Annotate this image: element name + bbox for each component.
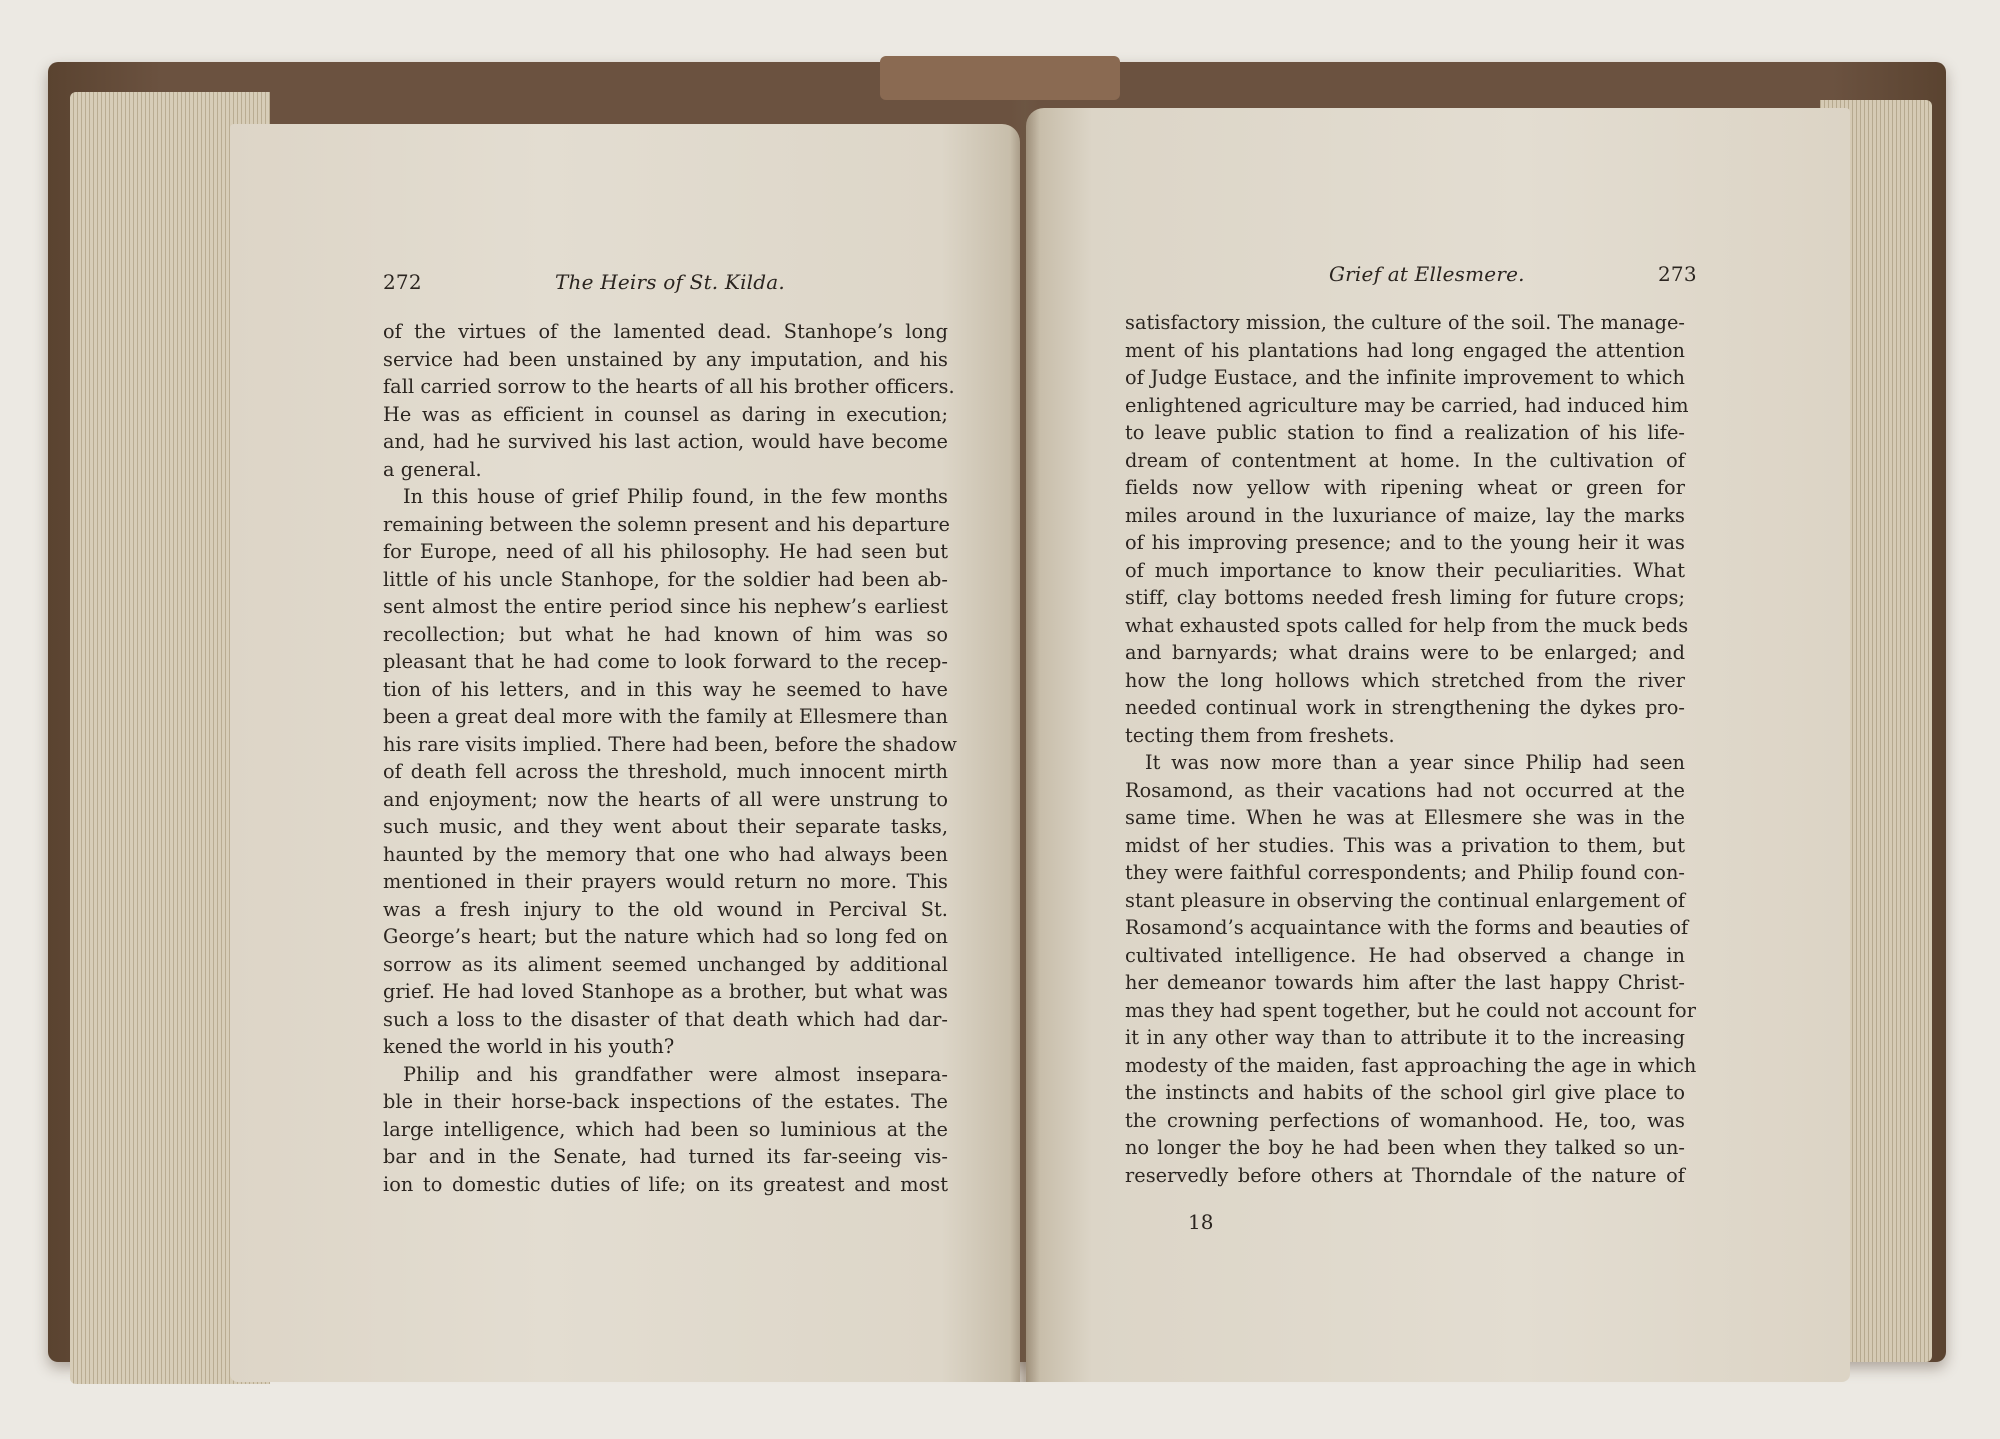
text-line: haunted by the memory that one who had always been: [383, 842, 948, 866]
text-line: no longer the boy he had been when they talked so un-: [1125, 1136, 1685, 1159]
text-line: ment of his plantations had long engaged the attention: [1125, 338, 1685, 362]
text-line: satisfactory mission, the culture of the soil. The manage-: [1125, 311, 1685, 334]
text-line: bar and in the Senate, had turned its far-seeing vis-: [383, 1145, 948, 1168]
left-page-text: [383, 318, 957, 1198]
text-line: ion to domestic duties of life; on its greatest and most: [383, 1172, 948, 1196]
text-line: George’s heart; but the nature which had so long fed on: [383, 925, 948, 948]
text-line: her demeanor towards him after the last happy Christ-: [1125, 971, 1685, 994]
text-line: fields now yellow with ripening wheat or green for: [1125, 476, 1685, 499]
text-line: stiff, clay bottoms needed fresh liming for future crops;: [1125, 586, 1685, 609]
text-line: such music, and they went about their separate tasks,: [383, 815, 948, 838]
text-line: grief. He had loved Stanhope as a brother, but what was: [383, 980, 948, 1003]
text-line: cultivated intelligence. He had observed a change in: [1125, 943, 1685, 967]
text-line: recollection; but what he had known of him was so: [383, 622, 948, 646]
text-line: fall carried sorrow to the hearts of all his brother officers.: [383, 375, 955, 398]
text-line: sorrow as its aliment seemed unchanged by additional: [383, 952, 948, 976]
text-line: mas they had spent together, but he could not account for: [1125, 998, 1696, 1022]
text-line: He was as efficient in counsel as daring in execution;: [383, 402, 948, 426]
running-title-right: Grief at Ellesmere.: [1329, 262, 1525, 286]
left-page: [230, 124, 1020, 1382]
text-line: dream of contentment at home. In the cultivation of: [1125, 448, 1685, 472]
text-line: Philip and his grandfather were almost insepara-: [403, 1062, 948, 1086]
text-line: mentioned in their prayers would return no more. This: [383, 870, 948, 893]
running-title-left: The Heirs of St. Kilda.: [555, 270, 785, 294]
text-line: was a fresh injury to the old wound in Percival St.: [383, 897, 948, 921]
book-spine: [880, 56, 1120, 100]
text-line: of the virtues of the lamented dead. Stanhope’s long: [383, 320, 948, 343]
text-line: tion of his letters, and in this way he seemed to have: [383, 677, 948, 701]
text-line: stant pleasure in observing the continual enlargement of: [1125, 888, 1686, 912]
text-line: little of his uncle Stanhope, for the soldier had been ab-: [383, 567, 948, 591]
text-line: same time. When he was at Ellesmere she was in the: [1125, 806, 1685, 829]
text-line: such a loss to the disaster of that death which had dar-: [383, 1007, 948, 1031]
right-page-text: [1125, 309, 1697, 1189]
text-line: been a great deal more with the family at Ellesmere than: [383, 705, 948, 728]
text-line: service had been unstained by any imputation, and his: [383, 347, 948, 371]
page-number-right: 273: [1658, 262, 1697, 286]
text-line: of death fell across the threshold, much innocent mirth: [383, 760, 948, 783]
text-line: pleasant that he had come to look forward to the recep-: [383, 650, 948, 673]
text-line: it in any other way than to attribute it to the increasing: [1125, 1026, 1685, 1049]
text-line: It was now more than a year since Philip had seen: [1145, 751, 1685, 774]
text-line: midst of her studies. This was a privation to them, but: [1125, 833, 1685, 857]
signature-mark: 18: [1188, 1210, 1214, 1234]
text-line: of much importance to know their peculiarities. What: [1125, 558, 1685, 582]
text-line: for Europe, need of all his philosophy. He had seen but: [383, 540, 948, 563]
text-line: and barnyards; what drains were to be enlarged; and: [1125, 641, 1685, 664]
book-gutter: [1010, 100, 1040, 1382]
right-page: [1026, 108, 1850, 1382]
text-line: ble in their horse-back inspections of the estates. The: [383, 1090, 948, 1113]
text-line: his rare visits implied. There had been, before the shadow: [383, 732, 957, 756]
text-line: of Judge Eustace, and the infinite improvement to which: [1125, 366, 1685, 389]
text-line: kened the world in his youth?: [383, 1035, 675, 1058]
text-line: what exhausted spots called for help from the muck beds: [1125, 613, 1689, 637]
text-line: miles around in the luxuriance of maize, lay the marks: [1125, 503, 1685, 527]
text-line: the instincts and habits of the school girl give place to: [1125, 1081, 1685, 1104]
page-number-left: 272: [383, 270, 422, 294]
text-line: sent almost the entire period since his nephew’s earliest: [383, 595, 948, 618]
text-line: how the long hollows which stretched from the river: [1125, 668, 1685, 692]
text-line: Rosamond, as their vacations had not occurred at the: [1125, 778, 1685, 802]
text-line: and, had he survived his last action, would have become: [383, 430, 948, 453]
text-line: In this house of grief Philip found, in the few months: [403, 485, 948, 508]
text-line: of his improving presence; and to the young heir it was: [1125, 531, 1685, 554]
text-line: to leave public station to find a realization of his life-: [1125, 421, 1685, 444]
text-line: modesty of the maiden, fast approaching the age in which: [1125, 1053, 1697, 1077]
text-line: they were faithful correspondents; and Philip found con-: [1125, 861, 1685, 884]
text-line: Rosamond’s acquaintance with the forms and beauties of: [1125, 916, 1689, 939]
text-line: enlightened agriculture may be carried, had induced him: [1125, 393, 1689, 417]
text-line: and enjoyment; now the hearts of all were unstrung to: [383, 787, 948, 811]
text-line: large intelligence, which had been so luminious at the: [383, 1117, 948, 1141]
text-line: the crowning perfections of womanhood. He, too, was: [1125, 1108, 1685, 1132]
text-line: tecting them from freshets.: [1125, 723, 1395, 747]
text-line: a general.: [383, 457, 482, 481]
text-line: reservedly before others at Thorndale of the nature of: [1125, 1163, 1685, 1187]
text-line: remaining between the solemn present and his departure: [383, 512, 950, 536]
text-line: needed continual work in strengthening the dykes pro-: [1125, 696, 1685, 719]
